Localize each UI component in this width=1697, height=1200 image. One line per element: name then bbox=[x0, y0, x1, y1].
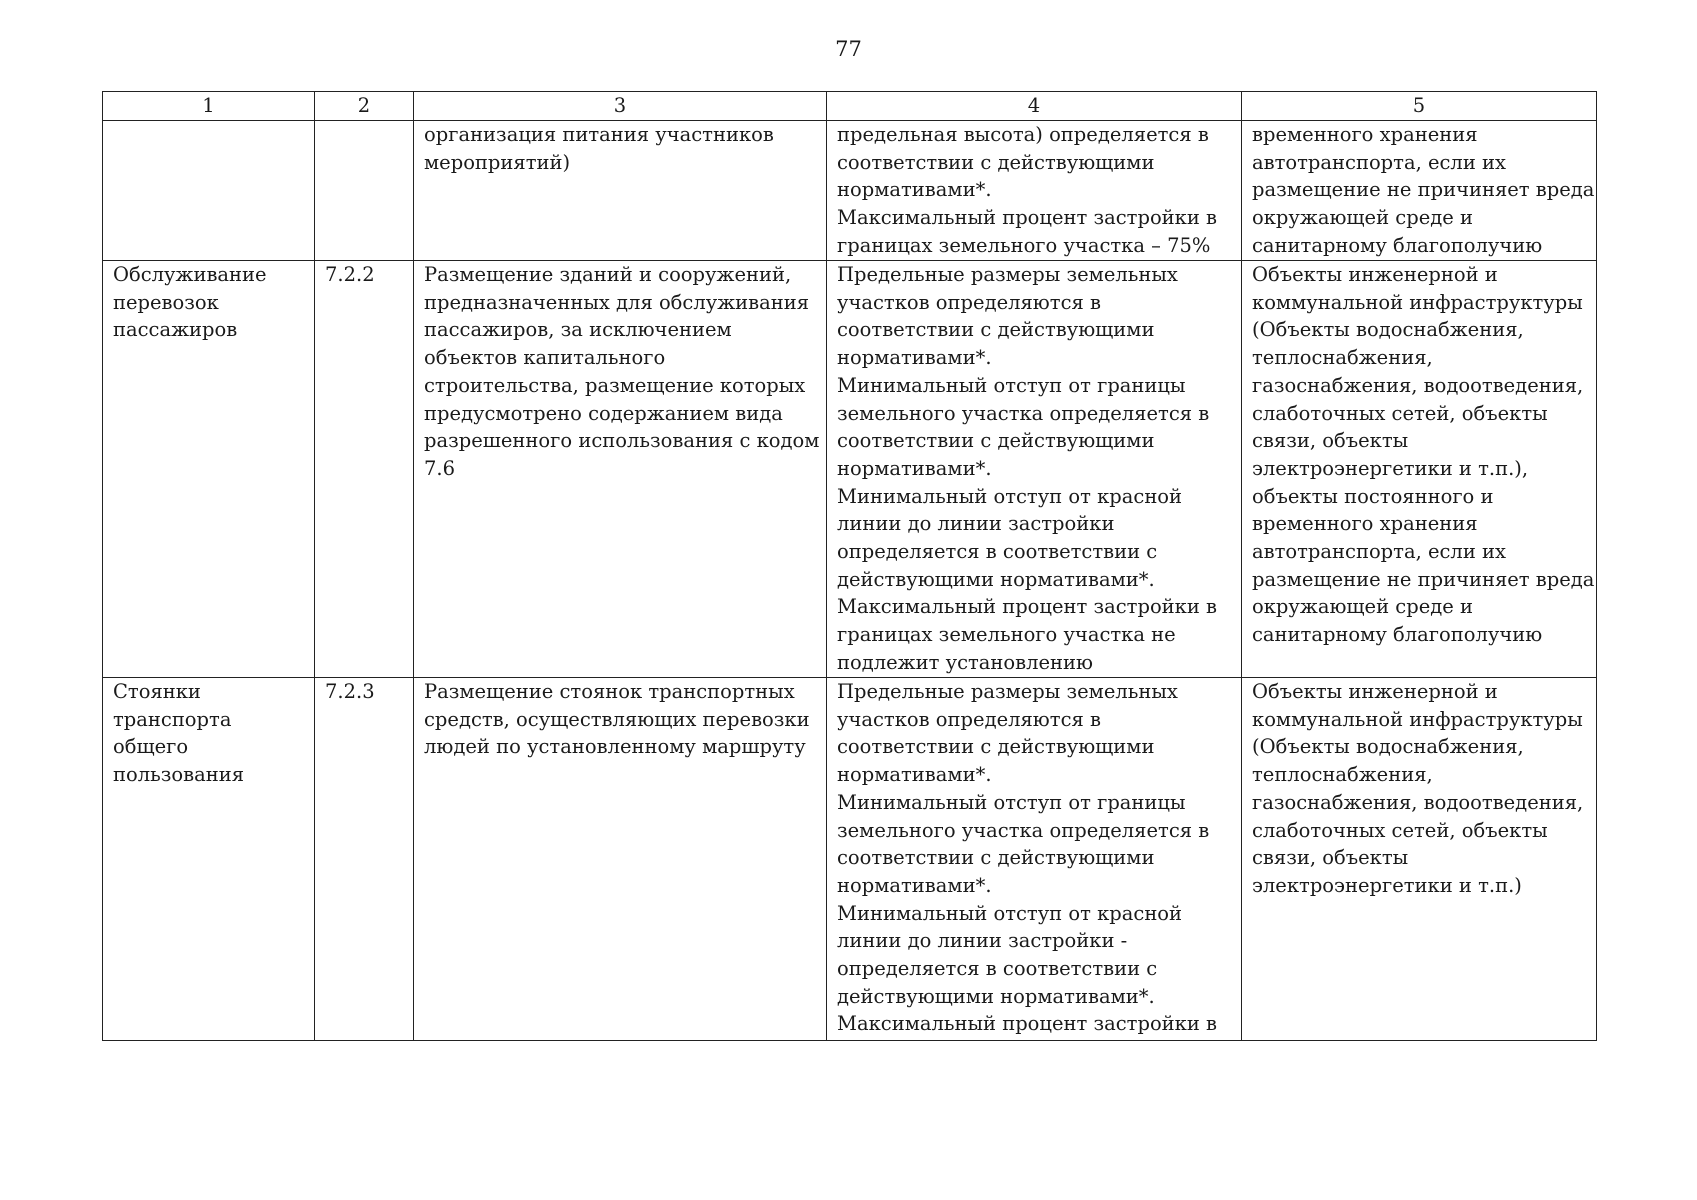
cell-text-line: земельного участка определяется в bbox=[837, 401, 1210, 425]
cell-use-name bbox=[103, 261, 315, 678]
cell-text-line: электроэнергетики и т.п.), bbox=[1252, 456, 1529, 480]
column-header-4: 4 bbox=[827, 92, 1242, 121]
cell-text-line: связи, объекты bbox=[1252, 429, 1409, 453]
cell-use-code bbox=[315, 678, 414, 1041]
cell-text-line: средств, осуществляющих перевозки bbox=[424, 707, 810, 731]
cell-text-line: земельного участка определяется в bbox=[837, 818, 1210, 842]
cell-auxiliary-uses bbox=[1242, 121, 1597, 261]
cell-text-line: соответствии с действующими bbox=[837, 735, 1155, 759]
cell-text-line: временного хранения bbox=[1252, 123, 1478, 146]
cell-text-line: Предельные размеры земельных bbox=[837, 263, 1178, 286]
cell-text-line: автотранспорта, если их bbox=[1252, 540, 1507, 564]
cell-limit-parameters bbox=[827, 678, 1242, 1041]
cell-text-line: соответствии с действующими bbox=[837, 318, 1155, 342]
cell-use-code bbox=[315, 261, 414, 678]
cell-text-line: 7.2.3 bbox=[325, 680, 375, 703]
table-row bbox=[103, 678, 1597, 1041]
cell-text-line: теплоснабжения, bbox=[1252, 763, 1433, 787]
cell-text-line: организация питания участников bbox=[424, 123, 774, 146]
cell-text-line: границах земельного участка не bbox=[837, 623, 1176, 647]
cell-text-line: соответствии с действующими bbox=[837, 150, 1155, 174]
cell-text-line: предназначенных для обслуживания bbox=[424, 290, 810, 314]
cell-text-line: действующими нормативами*. bbox=[837, 567, 1155, 591]
cell-text-line: газоснабжения, водоотведения, bbox=[1252, 373, 1584, 397]
cell-text-line: пассажиров, за исключением bbox=[424, 318, 732, 342]
cell-text-line: подлежит установлению bbox=[837, 650, 1094, 674]
cell-text-line: объектов капитального bbox=[424, 346, 666, 370]
cell-text-line: участков определяются в bbox=[837, 290, 1101, 314]
cell-text-line: коммунальной инфраструктуры bbox=[1252, 290, 1583, 314]
cell-text-line: электроэнергетики и т.п.) bbox=[1252, 873, 1522, 897]
cell-text-line: связи, объекты bbox=[1252, 846, 1409, 870]
cell-text-line: нормативами*. bbox=[837, 763, 992, 787]
column-header-1: 1 bbox=[103, 92, 315, 121]
cell-auxiliary-uses bbox=[1242, 261, 1597, 678]
cell-text-line: (Объекты водоснабжения, bbox=[1252, 318, 1524, 342]
cell-text-line: (Объекты водоснабжения, bbox=[1252, 735, 1524, 759]
cell-text-line: Размещение зданий и сооружений, bbox=[424, 263, 792, 286]
cell-use-description bbox=[414, 261, 827, 678]
cell-text-line: линии до линии застройки bbox=[837, 512, 1115, 536]
cell-text-line: нормативами*. bbox=[837, 873, 992, 897]
cell-text-line: размещение не причиняет вреда bbox=[1252, 567, 1595, 591]
cell-text-line: слаботочных сетей, объекты bbox=[1252, 818, 1548, 842]
cell-text-line: окружающей среде и bbox=[1252, 206, 1473, 230]
cell-text-line: Максимальный процент застройки в bbox=[837, 1012, 1218, 1036]
cell-text-line: разрешенного использования с кодом bbox=[424, 429, 820, 453]
cell-text-line: соответствии с действующими bbox=[837, 429, 1155, 453]
cell-limit-parameters bbox=[827, 261, 1242, 678]
cell-text-line: перевозок bbox=[113, 290, 219, 314]
table-row bbox=[103, 121, 1597, 261]
cell-use-description bbox=[414, 121, 827, 261]
column-header-3: 3 bbox=[414, 92, 827, 121]
cell-text-line: Максимальный процент застройки в bbox=[837, 206, 1218, 230]
cell-use-code bbox=[315, 121, 414, 261]
cell-text-line: общего bbox=[113, 735, 189, 759]
cell-text-line: Предельные размеры земельных bbox=[837, 680, 1178, 703]
cell-text-line: строительства, размещение которых bbox=[424, 373, 806, 397]
cell-auxiliary-uses bbox=[1242, 678, 1597, 1041]
table-row bbox=[103, 261, 1597, 678]
cell-text-line: людей по установленному маршруту bbox=[424, 735, 806, 759]
cell-text-line: пользования bbox=[113, 763, 245, 787]
table-header-row bbox=[103, 92, 1597, 121]
cell-text-line: Минимальный отступ от красной bbox=[837, 484, 1183, 508]
cell-text-line: автотранспорта, если их bbox=[1252, 150, 1507, 174]
cell-text-line: определяется в соответствии с bbox=[837, 540, 1158, 564]
page-number: 77 bbox=[835, 37, 862, 61]
cell-text-line: границах земельного участка – 75% bbox=[837, 233, 1211, 257]
cell-text-line: временного хранения bbox=[1252, 512, 1478, 536]
cell-text-line: нормативами*. bbox=[837, 178, 992, 202]
cell-text-line: нормативами*. bbox=[837, 346, 992, 370]
cell-text-line: Объекты инженерной и bbox=[1252, 680, 1498, 703]
cell-text-line: размещение не причиняет вреда bbox=[1252, 178, 1595, 202]
cell-text-line: определяется в соответствии с bbox=[837, 957, 1158, 981]
cell-text-line: теплоснабжения, bbox=[1252, 346, 1433, 370]
cell-text-line: Обслуживание bbox=[113, 263, 267, 286]
cell-text-line: транспорта bbox=[113, 707, 232, 731]
cell-text-line: коммунальной инфраструктуры bbox=[1252, 707, 1583, 731]
column-header-2: 2 bbox=[315, 92, 414, 121]
cell-text-line: Минимальный отступ от границы bbox=[837, 373, 1186, 397]
cell-limit-parameters bbox=[827, 121, 1242, 261]
cell-use-name bbox=[103, 678, 315, 1041]
cell-text-line: Максимальный процент застройки в bbox=[837, 595, 1218, 619]
cell-text-line: линии до линии застройки - bbox=[837, 929, 1128, 953]
cell-text-line: Объекты инженерной и bbox=[1252, 263, 1498, 286]
zoning-regulations-table bbox=[102, 91, 1597, 1041]
cell-text-line: нормативами*. bbox=[837, 456, 992, 480]
cell-text-line: действующими нормативами*. bbox=[837, 984, 1155, 1008]
cell-text-line: санитарному благополучию bbox=[1252, 623, 1543, 647]
cell-text-line: пассажиров bbox=[113, 318, 238, 342]
cell-text-line: Размещение стоянок транспортных bbox=[424, 680, 795, 703]
cell-text-line: участков определяются в bbox=[837, 707, 1101, 731]
cell-text-line: 7.2.2 bbox=[325, 263, 375, 286]
cell-text-line: Стоянки bbox=[113, 680, 201, 703]
cell-text-line: слаботочных сетей, объекты bbox=[1252, 401, 1548, 425]
cell-text-line: Минимальный отступ от границы bbox=[837, 790, 1186, 814]
cell-text-line: предусмотрено содержанием вида bbox=[424, 401, 783, 425]
cell-text-line: Минимальный отступ от красной bbox=[837, 901, 1183, 925]
cell-text-line: соответствии с действующими bbox=[837, 846, 1155, 870]
cell-text-line: 7.6 bbox=[424, 456, 456, 480]
column-header-5: 5 bbox=[1242, 92, 1597, 121]
cell-text-line: мероприятий) bbox=[424, 150, 571, 174]
cell-use-name bbox=[103, 121, 315, 261]
cell-text-line: санитарному благополучию bbox=[1252, 233, 1543, 257]
cell-text-line: газоснабжения, водоотведения, bbox=[1252, 790, 1584, 814]
cell-text-line: окружающей среде и bbox=[1252, 595, 1473, 619]
cell-use-description bbox=[414, 678, 827, 1041]
cell-text-line: объекты постоянного и bbox=[1252, 484, 1494, 508]
cell-text-line: предельная высота) определяется в bbox=[837, 123, 1209, 146]
